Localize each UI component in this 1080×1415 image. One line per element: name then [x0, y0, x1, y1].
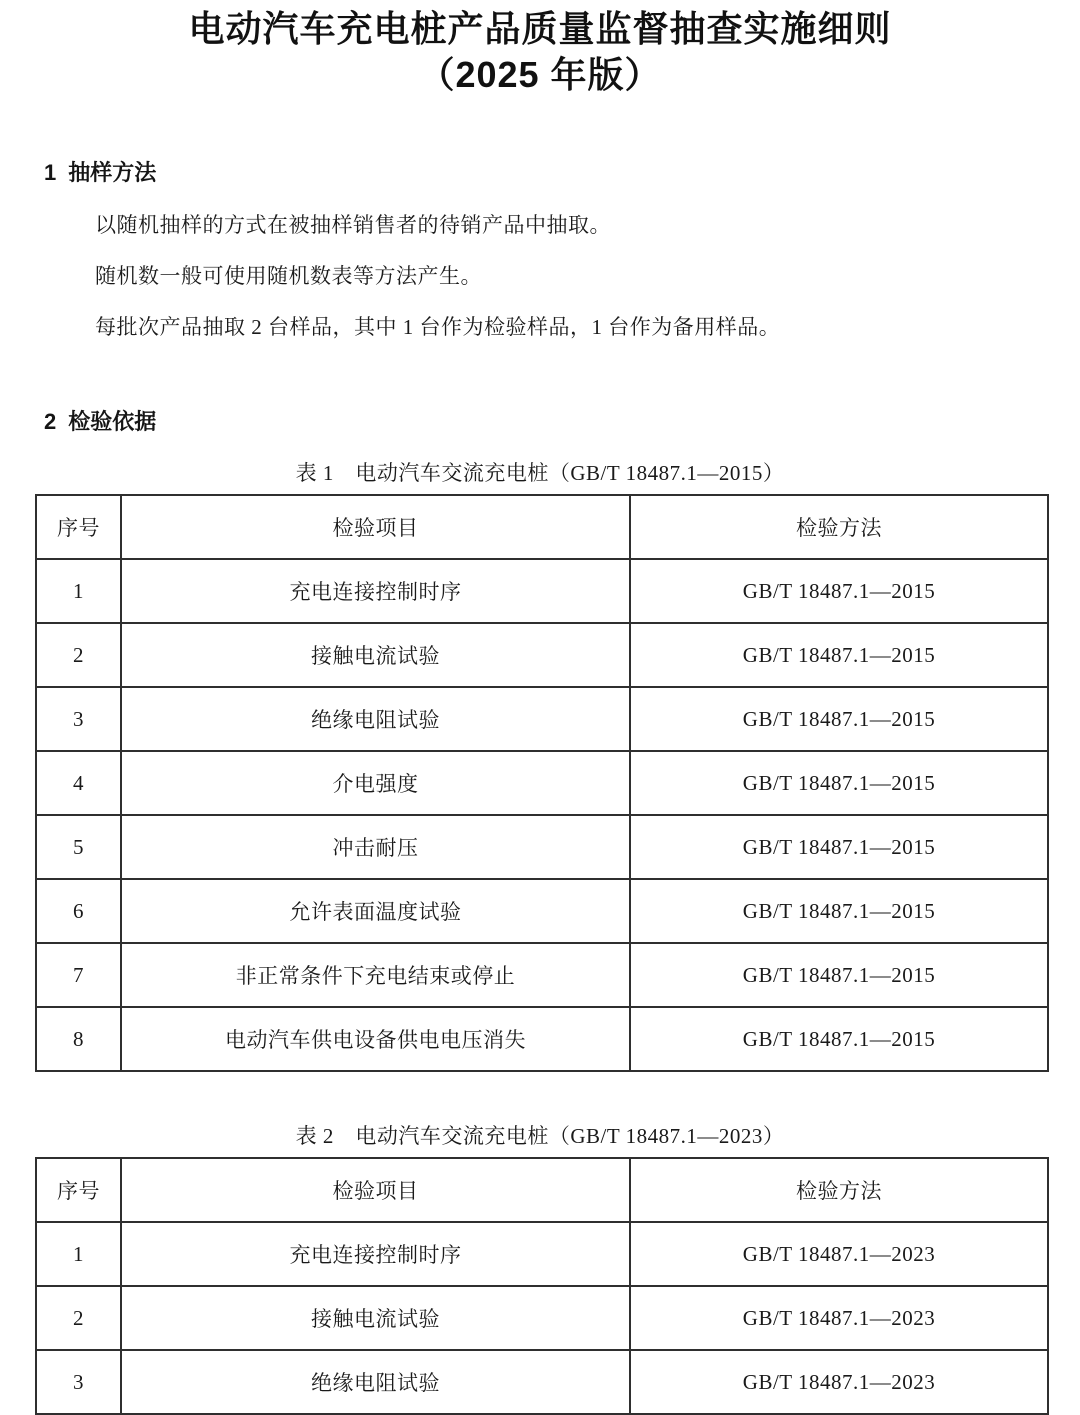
- row-number-cell: 2: [36, 623, 121, 687]
- table-row: [36, 1222, 1048, 1286]
- row-number-cell: 3: [36, 1350, 121, 1414]
- inspection-item-cell: 绝缘电阻试验: [121, 687, 630, 751]
- table-row: [36, 879, 1048, 943]
- inspection-method-cell: GB/T 18487.1—2015: [630, 815, 1048, 879]
- paragraph: 每批次产品抽取 2 台样品，其中 1 台作为检验样品，1 台作为备用样品。: [95, 315, 781, 339]
- section-number: 2: [44, 409, 57, 434]
- paragraph: 以随机抽样的方式在被抽样销售者的待销产品中抽取。: [95, 213, 611, 237]
- row-number-cell: 4: [36, 751, 121, 815]
- table-row: [36, 1350, 1048, 1414]
- inspection-item-cell: 非正常条件下充电结束或停止: [121, 943, 630, 1007]
- row-number-cell: 8: [36, 1007, 121, 1071]
- column-header: 序号: [36, 1158, 121, 1222]
- column-header: 序号: [36, 495, 121, 559]
- inspection-item-cell: 冲击耐压: [121, 815, 630, 879]
- column-header: 检验项目: [121, 495, 630, 559]
- row-number-cell: 7: [36, 943, 121, 1007]
- column-header: 检验方法: [630, 495, 1048, 559]
- table-2: [35, 1157, 1049, 1415]
- section-heading-text: 抽样方法: [68, 160, 157, 185]
- paragraph: 随机数一般可使用随机数表等方法产生。: [95, 264, 482, 288]
- row-number-cell: 1: [36, 1222, 121, 1286]
- table-row: [36, 1007, 1048, 1071]
- inspection-item-cell: 绝缘电阻试验: [121, 1350, 630, 1414]
- inspection-item-cell: 充电连接控制时序: [121, 559, 630, 623]
- inspection-method-cell: GB/T 18487.1—2015: [630, 1007, 1048, 1071]
- table-row: [36, 815, 1048, 879]
- inspection-item-cell: 接触电流试验: [121, 1286, 630, 1350]
- table-row: [36, 943, 1048, 1007]
- row-number-cell: 3: [36, 687, 121, 751]
- section-heading-sampling-method: [30, 160, 1050, 186]
- inspection-method-cell: GB/T 18487.1—2023: [630, 1350, 1048, 1414]
- section-1-paragraphs: [30, 213, 1050, 339]
- inspection-method-cell: GB/T 18487.1—2015: [630, 623, 1048, 687]
- section-heading-inspection-basis: [30, 409, 1050, 435]
- column-header: 检验项目: [121, 1158, 630, 1222]
- row-number-cell: 6: [36, 879, 121, 943]
- inspection-method-cell: GB/T 18487.1—2015: [630, 943, 1048, 1007]
- inspection-method-cell: GB/T 18487.1—2015: [630, 687, 1048, 751]
- table-1-caption: 表 1 电动汽车交流充电桩（GB/T 18487.1—2015）: [295, 461, 785, 485]
- table-row: [36, 751, 1048, 815]
- table-2-caption: 表 2 电动汽车交流充电桩（GB/T 18487.1—2023）: [295, 1124, 785, 1148]
- inspection-method-cell: GB/T 18487.1—2015: [630, 559, 1048, 623]
- row-number-cell: 1: [36, 559, 121, 623]
- section-heading-text: 检验依据: [68, 409, 157, 434]
- document-title: [30, 6, 1050, 98]
- document-title-line1: 电动汽车充电桩产品质量监督抽查实施细则: [188, 8, 892, 49]
- table-header-row: [36, 1158, 1048, 1222]
- section-number: 1: [44, 160, 57, 185]
- inspection-method-cell: GB/T 18487.1—2015: [630, 751, 1048, 815]
- row-number-cell: 2: [36, 1286, 121, 1350]
- inspection-item-cell: 允许表面温度试验: [121, 879, 630, 943]
- table-row: [36, 1286, 1048, 1350]
- table-row: [36, 559, 1048, 623]
- inspection-method-cell: GB/T 18487.1—2015: [630, 879, 1048, 943]
- inspection-item-cell: 接触电流试验: [121, 623, 630, 687]
- table-row: [36, 687, 1048, 751]
- inspection-method-cell: GB/T 18487.1—2023: [630, 1286, 1048, 1350]
- inspection-item-cell: 充电连接控制时序: [121, 1222, 630, 1286]
- document-title-line2: （2025 年版）: [418, 54, 662, 95]
- table-row: [36, 623, 1048, 687]
- table-1: [35, 494, 1049, 1072]
- table-header-row: [36, 495, 1048, 559]
- column-header: 检验方法: [630, 1158, 1048, 1222]
- row-number-cell: 5: [36, 815, 121, 879]
- inspection-method-cell: GB/T 18487.1—2023: [630, 1222, 1048, 1286]
- inspection-item-cell: 介电强度: [121, 751, 630, 815]
- inspection-item-cell: 电动汽车供电设备供电电压消失: [121, 1007, 630, 1071]
